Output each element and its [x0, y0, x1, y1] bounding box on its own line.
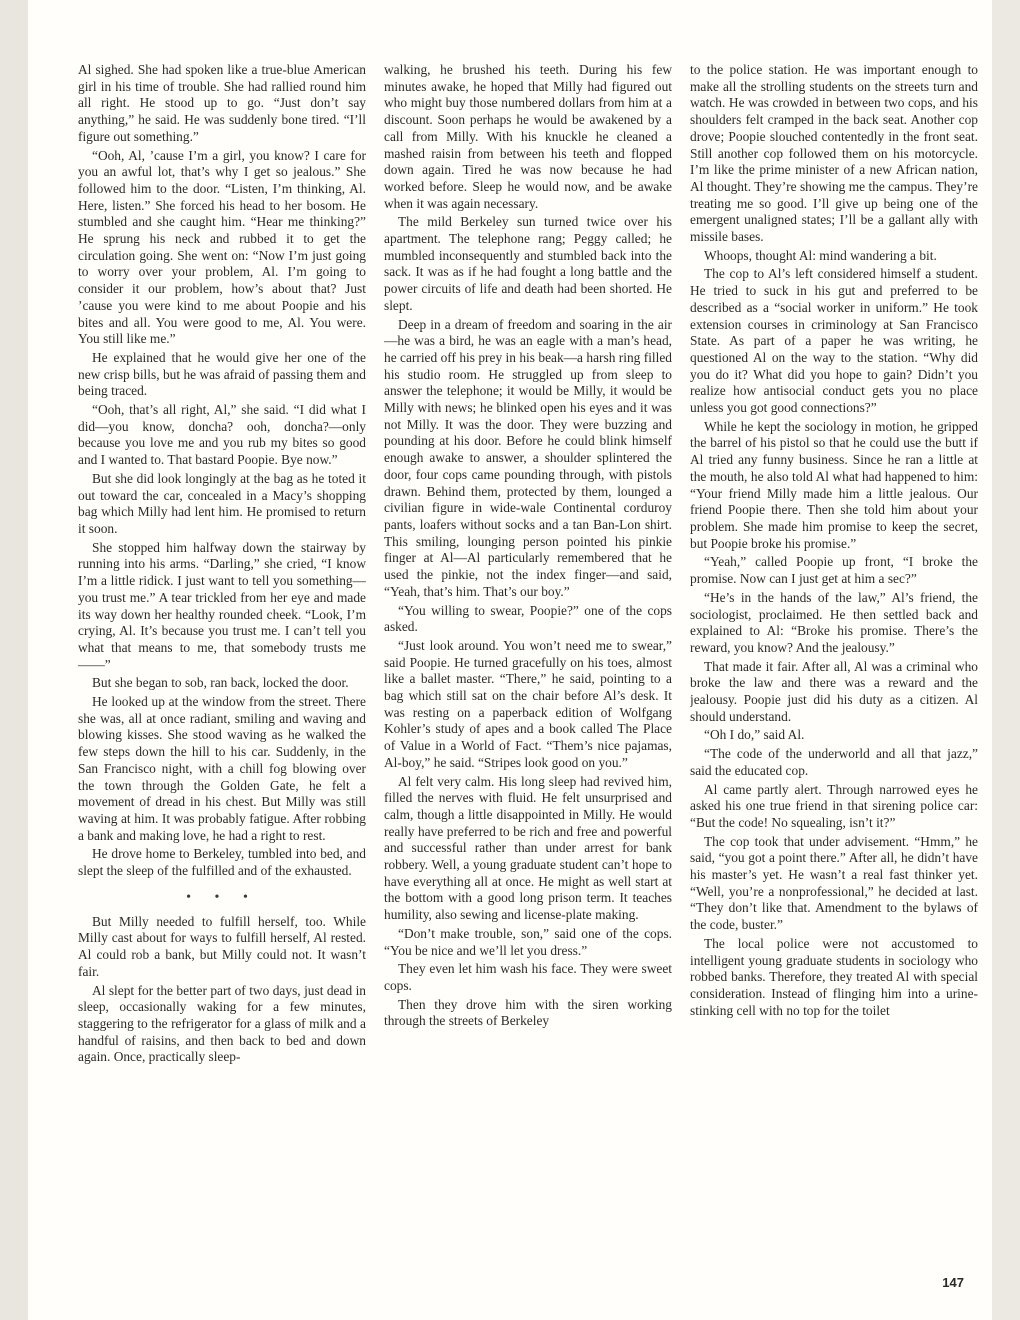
paragraph: “Yeah,” called Poopie up front, “I broke the promise. Now can I just get at him a sec?” — [690, 554, 978, 587]
section-separator: • • • — [186, 889, 258, 905]
paragraph: She stopped him halfway down the stairway by running into his arms. “Darling,” she cried, “I know I’m a little ridick. I just want to tell you something—you trust me.” A tear trickled from her eye and made its way down her healthy rounded cheek. “Look, I’m crying, Al. It’s because you trust me. I can’t tell you what that means to me, that somebody trusts me——” — [78, 539, 366, 672]
paragraph: That made it fair. After all, Al was a criminal who broke the law and there was a reward and the jealousy. Poopie just did his duty as a citizen. Al should understand. — [690, 658, 978, 724]
paragraph: The mild Berkeley sun turned twice over his apartment. The telephone rang; Peggy called; he mumbled inconsequently and stumbled back into the sack. It was as if he had fought a long battle and the power circuits of life and death had been shorted. He slept. — [384, 214, 672, 313]
paragraph: Then they drove him with the siren working through the streets of Berkeley — [384, 996, 672, 1029]
article-column-3 — [690, 62, 978, 1292]
paragraph: “Ooh, Al, ’cause I’m a girl, you know? I care for you an awful lot, that’s why I get so jealous.” She followed him to the door. “Listen, I’m thinking, Al. Here, listen.” She forced his head to her bosom. He stumbled and she caught him. “Hear me thinking?” He sprung his neck and rubbed it to get the circulation going. She went on: “Now I’m just going to worry over your problem, Al. I’m going to consider it our problem, how’s about that? Just ’cause you were kind to me about Poopie and his bites and all. You were good to me, Al. You were. You still like me.” — [78, 147, 366, 347]
paragraph: He drove home to Berkeley, tumbled into bed, and slept the sleep of the fulfilled and of the exhausted. — [78, 846, 366, 879]
paragraph: Al slept for the better part of two days, just dead in sleep, occasionally waking for a few minutes, staggering to the refrigerator for a glass of milk and a handful of raisins, and then back to bed and down again. Once, practically sleep- — [78, 982, 366, 1065]
article-column-2 — [384, 62, 672, 1292]
article-column-1 — [78, 62, 366, 1292]
paragraph: Al sighed. She had spoken like a true-blue American girl in his time of trouble. She had rallied round him all right. He stood up to go. “Just don’t say anything,” he said. He was suddenly bone tired. “I’ll figure out something.” — [78, 62, 366, 144]
paragraph: The cop to Al’s left considered himself a student. He tried to suck in his gut and preferred to be described as a “social worker in uniform.” He took extension courses in criminology at San Francisco State. As part of a paper he was writing, he questioned Al on the way to the station. “Why did you do it? What did you hope to gain? Didn’t you realize how antisocial conduct gets you no place unless you got good connections?” — [690, 266, 978, 416]
paragraph: Al came partly alert. Through narrowed eyes he asked his one true friend in that sirening police car: “But the code! No squealing, isn’t it?” — [690, 781, 978, 830]
paragraph: “The code of the underworld and all that jazz,” said the educated cop. — [690, 746, 978, 778]
paragraph: “He’s in the hands of the law,” Al’s friend, the sociologist, proclaimed. He then settled back and explained to Al: “Broke his promise. There’s the reward, you know? And the jealousy.” — [690, 589, 978, 655]
paragraph: Al felt very calm. His long sleep had revived him, filled the nerves with fluid. He felt unsurprised and calm, though a little disappointed in Milly. He would really have preferred to be rich and free and powerful and successful rather than under arrest for bank robbery. Well, a young graduate student can’t hope to have everything all at once. He might as well start at the bottom with a good long prison term. It teaches humility, also sewing and license-plate making. — [384, 773, 672, 923]
paragraph: walking, he brushed his teeth. During his few minutes awake, he hoped that Milly had figured out who might buy those numbered dollars from him at a discount. Soon perhaps he would be awakened by a call from Milly. With his knuckle he cleaned a mashed raisin from between his teeth and flopped down again. Tired he was now because he had worked before. Sleep he would now, and be awake when it was again necessary. — [384, 62, 672, 211]
paragraph: “Oh I do,” said Al. — [704, 727, 805, 743]
paragraph: The local police were not accustomed to intelligent young graduate students in sociology who robbed banks. Therefore, they treated Al with special consideration. Instead of flinging him into a urine-stinking cell with no top for the toilet — [690, 935, 978, 1018]
paragraph: They even let him wash his face. They were sweet cops. — [384, 961, 672, 993]
paragraph: to the police station. He was important enough to make all the strolling students on the streets turn and watch. He was crowded in between two cops, and his shoulders felt cramped in the back seat. Another cop drove; Poopie slouched contentedly in the front seat. Still another cop followed them on his motorcycle. I’m like the prime minister of a new African nation, Al thought. They’re showing me the campus. They’re treating me so good. I’ll give up being one of the emergent unaligned states; I’ll be a gallant ally with missile bases. — [690, 62, 978, 245]
paragraph: “Just look around. You won’t need me to swear,” said Poopie. He turned gracefully on his toes, almost like a ballet master. “There,” he said, pointing to a bag which still sat on the chair before Al’s desk. It was resting on a paperback edition of Wolfgang Kohler’s study of apes and a book called The Place of Value in a World of Fact. “Them’s nice pajamas, Al-boy,” he said. “Stripes look good on you.” — [384, 637, 672, 770]
paragraph: “You willing to swear, Poopie?” one of the cops asked. — [384, 602, 672, 635]
paragraph: While he kept the sociology in motion, he gripped the barrel of his pistol so that he could use the butt if Al tried any funny business. Since he ran a little at the mouth, he also told Al what had happened to him: “Your friend Milly made him a little jealous. Our friend Poopie there. Then she told him about your problem. She made him promise to keep the secret, but Poopie broke his promise.” — [690, 418, 978, 551]
paragraph: The cop took that under advisement. “Hmm,” he said, “you got a point there.” After all, he didn’t have his master’s yet. He wasn’t a real fast thinker yet. “Well, you’re a nonprofessional,” he decided at last. “They don’t like that. Amendment to the bylaws of the code, buster.” — [690, 833, 978, 933]
paragraph: Whoops, thought Al: mind wandering a bit. — [704, 247, 937, 263]
paragraph: “Ooh, that’s all right, Al,” she said. “I did what I did—you know, doncha? ooh, doncha?—only because you love me and you rub my bites so good and I wanted to. That bastard Poopie. Bye now.” — [78, 402, 366, 468]
page-number: 147 — [942, 1275, 964, 1290]
paragraph: He looked up at the window from the street. There she was, all at once radiant, smiling and waving and blowing kisses. She stood waving as he walked the few steps down the hill to his car. Suddenly, in the San Francisco night, with a chill fog blowing over the town through the Golden Gate, he felt a movement of dread in his chest. But Milly was still waving at him. It was probably fatigue. After robbing a bank and making love, he had a right to rest. — [78, 694, 366, 843]
paragraph: But she began to sob, ran back, locked the door. — [92, 675, 349, 691]
paragraph: But she did look longingly at the bag as he toted it out toward the car, concealed in a Macy’s shopping bag which Milly had lent him. He promised to return it soon. — [78, 470, 366, 536]
paragraph: But Milly needed to fulfill herself, too. While Milly cast about for ways to fulfill herself, Al rested. Al could rob a bank, but Milly could not. It wasn’t fair. — [78, 913, 366, 979]
article-columns — [78, 62, 978, 1292]
paragraph: “Don’t make trouble, son,” said one of the cops. “You be nice and we’ll let you dress.” — [384, 925, 672, 958]
paragraph: He explained that he would give her one of the new crisp bills, but he was afraid of passing them and being traced. — [78, 349, 366, 399]
paragraph: Deep in a dream of freedom and soaring in the air—he was a bird, he was an eagle with a man’s head, he carried off his prey in his beak—a harsh ring filled his studio room. He struggled up from sleep to answer the telephone; it would be Milly, it would be Milly with news; he blinked open his eyes and it was not Milly. It was the door. They were buzzing and pounding at his door. Before he could blink himself enough awake to answer, a shoulder splintered the door, four cops came pounding through, with pistols drawn. Behind them, protected by them, lounged a civilian figure in wide-wale Continental corduroy pants, loafers without socks and a tan Ban-Lon shirt. This smiling, lounging person pointed his pinkie finger at Al—Al particularly remembered that he used the pinkie, not the index finger—and said, “Yeah, that’s him. That’s our boy.” — [384, 316, 672, 599]
